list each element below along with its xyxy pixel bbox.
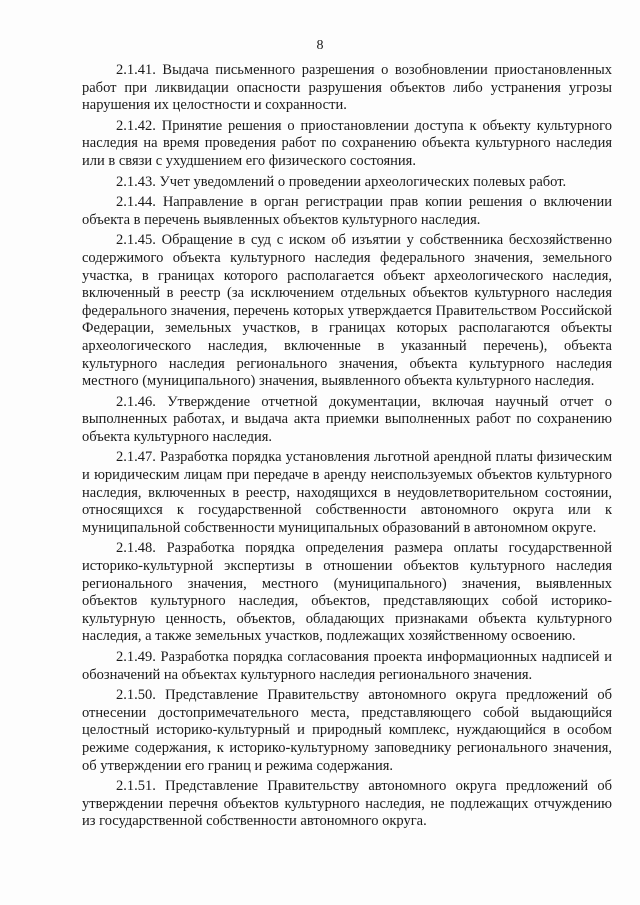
paragraph-2-1-48: 2.1.48. Разработка порядка определения размера оплаты государственной историко-культурной экспертизы в отношении объектов культурного наследия регионального значения, местного (муниципального) значения, выявленных объектов культурного наследия, объектов, представляющих собой историко-культурную ценность, объектов, обладающих признаками объекта культурного наследия, а также земельных участков, подлежащих хозяйственному освоению. (82, 540, 612, 645)
paragraph-2-1-51: 2.1.51. Представление Правительству автономного округа предложений об утверждении перечня объектов культурного наследия, не подлежащих отчуждению из государственной собственности автономного округа. (82, 778, 612, 830)
paragraph-2-1-43: 2.1.43. Учет уведомлений о проведении археологических полевых работ. (116, 173, 567, 190)
paragraph-2-1-42: 2.1.42. Принятие решения о приостановлении доступа к объекту культурного наследия на время проведения работ по сохранению объекта культурного наследия или в связи с ухудшением его физического состояния. (82, 117, 612, 169)
paragraph-2-1-44: 2.1.44. Направление в орган регистрации прав копии решения о включении объекта в перечень выявленных объектов культурного наследия. (82, 194, 612, 228)
paragraph-2-1-50: 2.1.50. Представление Правительству автономного округа предложений об отнесении достопримечательного места, представляющего собой выдающийся целостный историко-культурный и природный комплекс, нуждающийся в особом режиме содержания, к историко-культурному заповеднику регионального значения, об утверждении его границ и режима содержания. (82, 687, 612, 774)
paragraph-2-1-45: 2.1.45. Обращение в суд с иском об изъятии у собственника бесхозяйственно содержимого объекта культурного наследия федерального значения, земельного участка, в границах которого располагается объект археологического наследия, включенный в реестр (за исключением отдельных объектов культурного наследия федерального значения, перечень которых утверждается Правительством Российской Федерации, земельных участков, в границах которых располагаются объекты археологического наследия, включенные в указанный перечень), объекта культурного наследия регионального значения, объекта культурного наследия местного (муниципального) значения, выявленного объекта культурного наследия. (82, 232, 612, 390)
paragraph-2-1-47: 2.1.47. Разработка порядка установления льготной арендной платы физическим и юридическим лицам при передаче в аренду неиспользуемых объектов культурного наследия, включенных в реестр, находящихся в неудовлетворительном состоянии, относящихся к государственной собственности автономного округа или к муниципальной собственности муниципальных образований в автономном округе. (82, 449, 612, 536)
paragraph-2-1-41: 2.1.41. Выдача письменного разрешения о возобновлении приостановленных работ при ликвидации опасности разрушения объектов либо устранения угрозы нарушения их целостности и сохранности. (82, 62, 612, 114)
page-number: 8 (316, 38, 324, 53)
document-body (82, 62, 612, 834)
paragraph-2-1-46: 2.1.46. Утверждение отчетной документации, включая научный отчет о выполненных работах, и выдача акта приемки выполненных работ по сохранению объекта культурного наследия. (82, 393, 612, 445)
paragraph-2-1-49: 2.1.49. Разработка порядка согласования проекта информационных надписей и обозначений на объектах культурного наследия регионального значения. (82, 649, 612, 683)
